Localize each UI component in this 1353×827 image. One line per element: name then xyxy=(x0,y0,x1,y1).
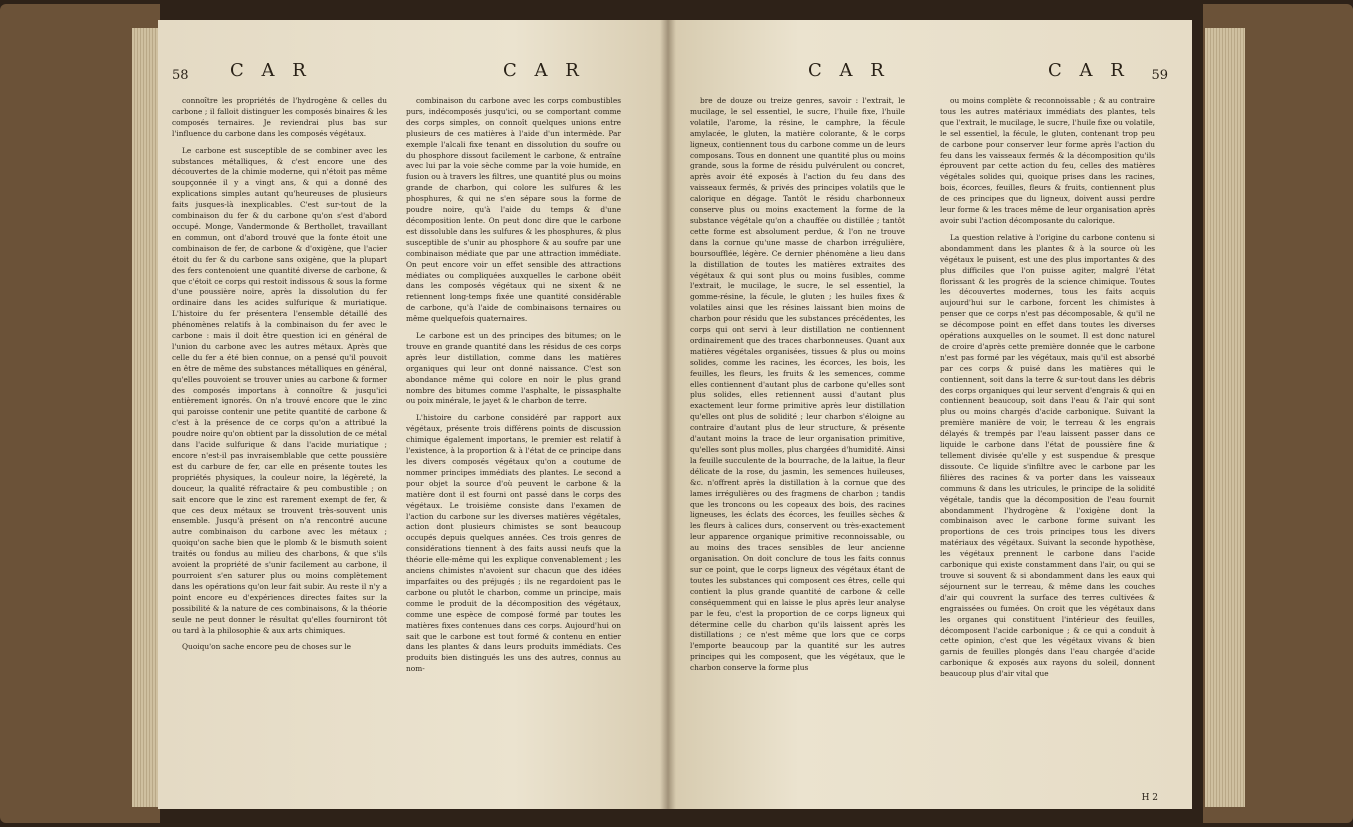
running-header-right: C A R xyxy=(1048,60,1130,81)
paragraph: combinaison du carbone avec les corps combustibles purs, indécomposés jusqu'ici, ou se comportant comme des corps simples, on connoît quelques unions entre plusieurs de ces matières à l'aide d'un intermède. Par exemple l'alcali fixe tenant en dissolution du soufre ou du phosphore dissout facilement le carbone, & entraîne avec lui par la voie sèche comme par la voie humide, en fusion ou à travers les filtres, une quantité plus ou moins grande de charbon, qui colore les sulfures & les phosphures, & qui ne s'en sépare sous la forme de poudre noire, qu'à l'aide du temps & d'une décomposition lente. On peut donc dire que le carbone est dissoluble dans les sulfures & les phosphures, & plus susceptible de s'unir au phosphore & au soufre par une combinaison médiate que par une attraction immédiate. On peut encore voir un effet sensible des attractions médiates ou compliquées auxquelles le carbone obéit dans les composés végétaux qui ne sixent & ne retiennent long-temps fixée une quantité considérable de carbone, qu'à l'aide de combinaisons ternaires ou même quelquefois quaternaires. xyxy=(406,96,621,324)
running-header-right: C A R xyxy=(503,60,585,81)
page-number: 58 xyxy=(172,68,189,83)
running-header-left: C A R xyxy=(808,60,890,81)
book-gutter xyxy=(660,20,676,809)
paragraph: Le carbone est susceptible de se combiner avec les substances métalliques, & c'est encore une des découvertes de la chimie moderne, qui n'étoit pas même soupçonnée il y a vingt ans, & qui a donné des explications simples autant qu'heureuses de plusieurs faits jusques-là inexplicables. C'est sur-tout de la combinaison du fer & du carbone qu'on s'est d'abord occupé. Monge, Vandermonde & Berthollet, travaillant en commun, ont d'abord trouvé que la fonte étoit une combinaison de fer, de carbone & d'oxigène, que l'acier étoit du fer & du carbone sans oxigène, que la plupart des fers contenoient une quantité diverse de carbone, & que c'étoit ce corps qui restoit indissous & sous la forme d'une poussière noire, après la dissolution du fer ordinaire dans les acides sulfurique & muriatique. L'histoire du fer présentera l'ensemble détaillé des phénomènes relatifs à la combinaison du fer avec le carbone : mais il doit être question ici en général de l'union du carbone avec les autres métaux. Après que celle du fer a été bien connue, on a pensé qu'il pouvoit en être de même des substances métalliques en général, qu'elles pouvoient se trouver unies au carbone & former des composés importans à connoître & jusqu'ici entièrement ignorés. On n'a trouvé encore que le zinc qui paroisse contenir une petite quantité de carbone & c'est à la présence de ce corps qu'on a attribué la poudre noire qu'on obtient par la dissolution de ce métal dans l'acide sulfurique & dans l'acide muriatique ; encore n'est-il pas invraisemblable que cette poussière est du carbure de fer, car elle en présente toutes les propriétés physiques, la couleur noire, la légèreté, la douceur, la qualité réfractaire & peu combustible ; on sait encore que le zinc est rarement exempt de fer, & que ces deux métaux se trouvent très-souvent unis ensemble. Jusqu'à présent on n'a rencontré aucune autre combinaison du carbone avec les métaux ; quoiqu'on sache bien que le plomb & le bismuth soient traités ou fondus au milieu des charbons, & que s'ils avoient la propriété de s'unir facilement au carbone, il pourroient s'en saturer plus ou moins complètement dans les opérations qu'on leur fait subir. Au reste il n'y a point encore eu d'expériences directes faites sur la possibilité & la nature de ces combinaisons, & la théorie seule ne peut donner le résultat qu'elles fourniront tôt ou tard à la philosophie & aux arts chimiques. xyxy=(172,145,387,635)
paragraph: La question relative à l'origine du carbone contenu si abondamment dans les plantes & à la source où les végétaux le puisent, est une des plus importantes & des plus difficiles que l'on puisse agiter, malgré l'état florissant & les progrès de la science chimique. Toutes les découvertes modernes, tous les faits acquis aujourd'hui sur le carbone, forcent les chimistes à penser que ce corps n'est pas décomposable, & qu'il ne se décompose point en effet dans toutes les diverses opérations auxquelles on le soumet. Il est donc naturel de croire d'après cette première donnée que le carbone n'est pas formé par les végétaux, mais qu'il est absorbé par ces corps & puisé dans les matières qui le contiennent, soit dans la terre & sur-tout dans les débris des corps organiques qui leur servent d'engrais & qui en contiennent beaucoup, soit dans l'eau & l'air qui sont plus ou moins chargés d'acide carbonique. Suivant la première manière de voir, le terreau & les engrais délayés & trempés par l'eau laissent passer dans ce liquide le carbone dans l'état de poussière fine & tellement divisée qu'elle y est suspendue & presque dissoute. Ce liquide s'infiltre avec le carbone par les filières des racines & va porter dans les vaisseaux communs & dans les utricules, le principe de la solidité végétale, tandis que la décomposition de l'eau fournit abondamment l'hydrogène & l'oxigène dont la combinaison avec le carbone forme suivant les proportions de ces trois principes tous les divers matériaux des végétaux. Suivant la seconde hypothèse, les végétaux prennent le carbone dans l'acide carbonique qui existe constamment dans l'air, ou qui se trouve si souvent & si abondamment dans les eaux qui séjournent sur le terreau, & même dans les couches d'air qui couvrent la surface des terres cultivées & engraissées ou fumées. On croit que les végétaux dans les organes qui constituent l'intérieur des feuilles, décomposent l'acide carbonique ; & ce qui a conduit à cette opinion, c'est que les végétaux vivans & bien garnis de feuilles plongés dans l'eau chargée d'acide carbonique & exposés aux rayons du soleil, donnent beaucoup plus d'air vital que xyxy=(940,232,1155,679)
left-page xyxy=(158,20,668,809)
text-column-2 xyxy=(940,96,1155,686)
paragraph: bre de douze ou treize genres, savoir : l'extrait, le mucilage, le sel essentiel, le sucre, l'huile fixe, l'huile volatile, l'arome, la résine, le camphre, la fécule amylacée, le gluten, la matière colorante, & le corps ligneux, contiennent tous du carbone comme un de leurs composans. Tous en donnent une quantité plus ou moins grande, sous la forme de résidu pulvérulent ou concret, après avoir été exposés à l'action du feu dans des vaisseaux fermés, & privés des principes volatils que le calorique en dégage. Tantôt le résidu charbonneux conserve plus ou moins exactement la forme de la substance végétale qu'on a chauffée ou distillée ; tantôt cette forme est absolument perdue, & l'on ne trouve dans la cornue qu'une masse de charbon irrégulière, boursoufflée, légère. Ce dernier phénomène a lieu dans la distillation de toutes les matières extraites des végétaux & qui sont plus ou moins fusibles, comme l'extrait, le mucilage, le sucre, le sel essentiel, la gomme-résine, la fécule, le gluten ; les huiles fixes & volatiles ainsi que les résines laissant bien moins de charbon pour résidu que les substances précédentes, les corps qui ont servi à leur distillation ne contiennent ordinairement que des traces charbonneuses. Quant aux matières végétales organisées, tissues & plus ou moins solides, comme les racines, les écorces, les bois, les feuilles, les fleurs, les fruits & les semences, comme elles contiennent d'autant plus de carbone qu'elles sont plus solides, elles retiennent aussi d'autant plus exactement leur forme primitive après leur distillation qu'elles ont plus de solidité ; leur charbon s'éloigne au contraire d'autant plus de leur structure, & présente d'autant moins la trace de leur organisation primitive, qu'elles sont plus molles, plus chargées d'humidité. Ainsi la feuille succulente de la bourrache, de la laitue, la fleur délicate de la rose, du jasmin, les semences huileuses, &c. n'offrent après la distillation à la cornue que des lames irrégulières ou des fragmens de charbon ; tandis que les troncons ou les copeaux des bois, des racines ligneuses, les éclats des écorces, les feuilles sèches & les fleurs à calices durs, conservent ou très-exactement leur apparence organique primitive reconnoissable, ou au moins des traces sensibles de leur ancienne organisation. On doit conclure de tous les faits connus sur ce point, que le corps ligneux des végétaux étant de toutes les substances qui composent ces êtres, celle qui contient la plus grande quantité de carbone & celle conséquemment qui en laisse le plus après leur analyse par le feu, c'est la proportion de ce corps ligneux qui détermine celle du charbon qu'ils laissent après les distillations ; ce n'est même que lors que ce corps l'emporte beaucoup par la quantité sur les autres principes qui les composent, que les végétaux, que le charbon conserve la forme plus xyxy=(690,96,905,673)
running-header-left: C A R xyxy=(230,60,312,81)
paragraph: ou moins complète & reconnoissable ; & au contraire tous les autres matériaux immédiats des plantes, tels que l'extrait, le mucilage, le sucre, l'huile fixe ou volatile, le sel essentiel, la fécule, le gluten, contenant trop peu de carbone pour conserver leur forme après l'action du feu dans les vaisseaux fermés & la décomposition qu'ils éprouvent par cette action du feu, celles des matières végétales solides qui, quoique prises dans les racines, bois, écorces, feuilles, fleurs & fruits, contiennent plus de ces principes que du ligneux, doivent aussi perdre leur forme & les traces même de leur organisation après avoir subi l'action décomposante du calorique. xyxy=(940,96,1155,225)
paragraph: connoître les propriétés de l'hydrogène & celles du carbone ; il falloit distinguer les composés binaires & les composés ternaires. Je reviendrai plus bas sur l'influence du carbone dans les composés végétaux. xyxy=(172,96,387,138)
page-edges-right xyxy=(1205,28,1245,807)
signature-mark: H 2 xyxy=(1141,793,1158,803)
paragraph: Quoiqu'on sache encore peu de choses sur le xyxy=(182,642,352,652)
page-number: 59 xyxy=(1151,68,1168,83)
text-column-1 xyxy=(172,96,387,659)
text-column-1 xyxy=(690,96,905,680)
paragraph: Le carbone est un des principes des bitumes; on le trouve en grande quantité dans les résidus de ces corps après leur distillation, comme dans les matières organiques qui leur ont donné naissance. C'est son abondance même qui colore en noir le plus grand nombre des bitumes comme l'asphalte, le pissasphalte ou poix minérale, le jayet & le charbon de terre. xyxy=(406,331,621,406)
paragraph: L'histoire du carbone considéré par rapport aux végétaux, présente trois différens points de discussion chimique également importans, le premier est relatif à l'existence, à la proportion & à l'état de ce principe dans les divers composés végétaux qu'on a coutume de nommer principes immédiats des plantes. Le second a pour objet la source d'où peuvent le carbone & la matière dont il est fourni ont passé dans le corps des végétaux. Le troisième consiste dans l'examen de l'action du carbone sur les diverses matières végétales, action dont plusieurs chimistes se sont beaucoup occupés depuis quelques années. Ces trois genres de considérations tiennent à des faits aussi neufs que la théorie elle-même qui les explique convenablement ; les anciens chimistes n'avoient sur chacun que des idées imparfaites ou des préjugés ; ils ne regardoient pas le carbone ou plutôt le charbon, comme un principe, mais comme le produit de la décomposition des végétaux, comme une espèce de composé formé par toutes les matières fixes contenues dans ces corps. Aujourd'hui on sait que le carbone est tout formé & contenu en entier dans les plantes & dans leurs produits immédiats. Ces produits bien distingués les uns des autres, connus au nom- xyxy=(406,413,621,674)
text-column-2 xyxy=(406,96,621,681)
right-page xyxy=(668,20,1192,809)
